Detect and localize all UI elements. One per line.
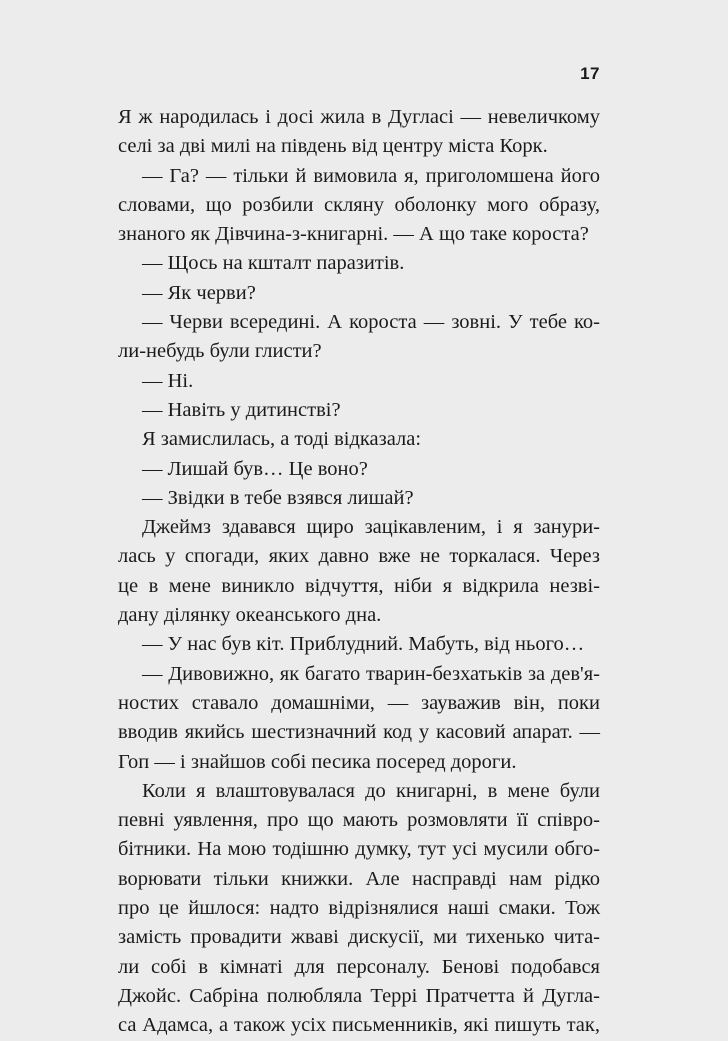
text-line: — Навіть у дитинстві? xyxy=(142,398,341,421)
text-line: дану ділянку океанського дна. xyxy=(118,604,382,627)
text-line: ворювати тільки книжки. Але насправді нам рідко xyxy=(118,867,600,890)
text-line: — Дивовижно, як багато тварин-безхатьків за дев'я- xyxy=(142,662,600,685)
text-line: Джойс. Сабріна полюбляла Террі Пратчетта й Дугла- xyxy=(118,984,600,1007)
text-line: Гоп — і знайшов собі песика посеред дороги. xyxy=(118,750,517,773)
text-line: ли собі в кімнаті для персоналу. Бенові подобався xyxy=(118,955,600,978)
text-line: — Га? — тільки й вимовила я, приголомшена його xyxy=(142,164,600,187)
text-line: знаного як Дівчина-з-книгарні. — А що таке короста? xyxy=(118,223,589,246)
page-number: 17 xyxy=(580,64,600,83)
text-line: Я замислилась, а тоді відказала: xyxy=(142,428,422,451)
text-line: це в мене виникло відчуття, ніби я відкрила незві- xyxy=(118,574,600,597)
text-line: вводив якийсь шестизначний код у касовий апарат. — xyxy=(118,721,600,744)
text-line: селі за дві милі на південь від центру міста Корк. xyxy=(118,135,548,158)
text-line: Я ж народилась і досі жила в Дугласі — невеличкому xyxy=(118,106,600,128)
text-line: — Як черви? xyxy=(142,281,256,304)
text-line: Коли я влаштовувалася до книгарні, в мене були xyxy=(142,779,600,802)
text-line: — Щось на кшталт паразитів. xyxy=(142,252,405,275)
text-line: бітники. На мою тодішню думку, тут усі мусили обго- xyxy=(118,838,600,861)
text-line: замість провадити жваві дискусії, ми тихенько чита- xyxy=(118,926,600,949)
text-line: ли-небудь були глисти? xyxy=(118,340,322,363)
text-line: лась у спогади, яких давно вже не торкалася. Через xyxy=(118,545,600,568)
text-line: — Лишай був… Це воно? xyxy=(142,457,368,480)
text-line: словами, що розбили скляну оболонку мого образу, xyxy=(118,193,600,216)
body-text xyxy=(118,103,600,1041)
text-line: — У нас був кіт. Приблудний. Мабуть, від нього… xyxy=(142,633,585,656)
text-line: — Черви всередині. А короста — зовні. У тебе ко- xyxy=(142,311,600,334)
text-line: са Адамса, а також усіх письменників, які пишуть так, xyxy=(118,1014,600,1037)
text-line: про це йшлося: надто відрізнялися наші смаки. Тож xyxy=(118,897,600,920)
text-line: — Звідки в тебе взявся лишай? xyxy=(142,486,414,509)
text-line: ностих ставало домашніми, — зауважив він, поки xyxy=(118,691,600,714)
text-line: певні уявлення, про що мають розмовляти її співро- xyxy=(118,809,600,832)
text-line: Джеймз здавався щиро зацікавленим, і я занури- xyxy=(142,516,600,539)
text-line: — Ні. xyxy=(142,369,194,392)
